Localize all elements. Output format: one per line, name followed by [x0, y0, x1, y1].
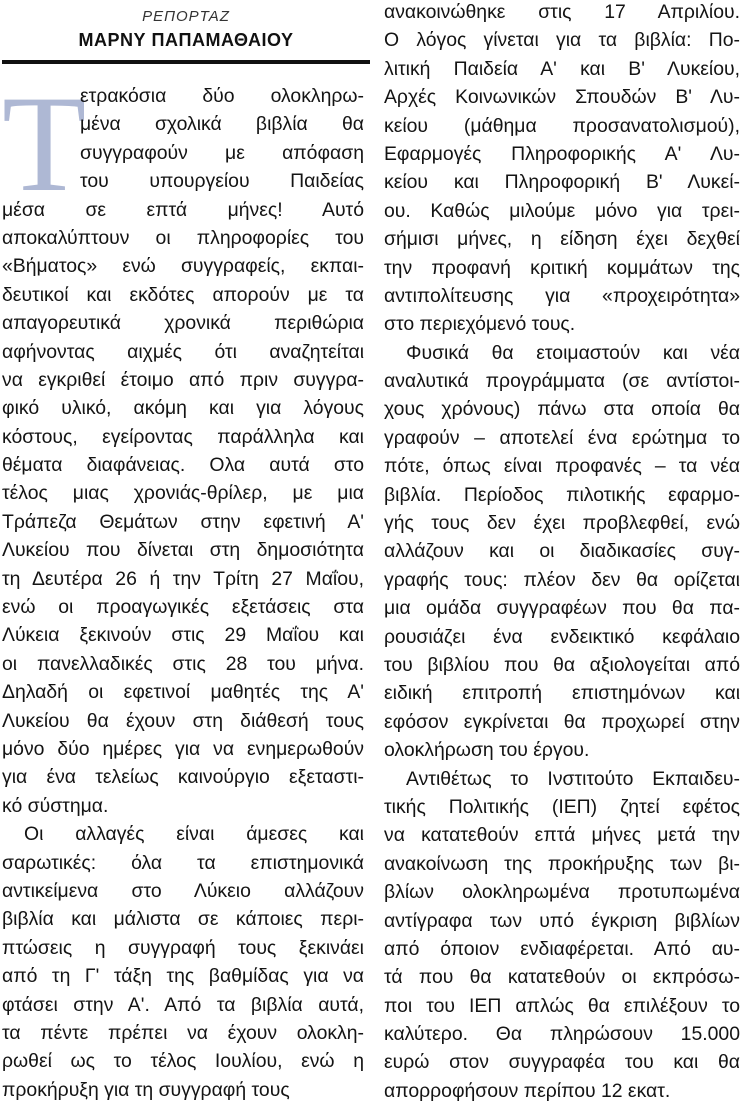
article-line: σήμισι μήνες, η είδηση έχει δεχθεί [384, 228, 740, 251]
article-line: του υπουργείου Παιδείας [80, 170, 364, 193]
article-line: τέλος μιας χρονιάς-θρίλερ, με μια [2, 482, 364, 505]
article-line: ανακοίνωση της προκήρυξης των βι- [384, 852, 740, 875]
article-line: πότε, όπως είναι προφανές – τα νέα [384, 455, 740, 478]
section-kicker: ΡΕΠΟΡΤΑΖ [142, 8, 230, 25]
article-line: ευρώ στον συγγραφέα του και θα [384, 1051, 740, 1074]
article-line: γραφούν – αποτελεί ένα ερώτημα το [384, 426, 740, 449]
right-column [384, 0, 744, 1102]
article-line: αντίγραφα των υπό έγκριση βιβλίων [384, 909, 740, 932]
article-line: Εφαρμογές Πληροφορικής Α' Λυ- [384, 142, 740, 165]
article-line: μένα σχολικά βιβλία θα [80, 113, 364, 136]
article-line: λιτική Παιδεία Α' και Β' Λυκείου, [384, 57, 740, 80]
article-line: «Βήματος» ενώ συγγραφείς, εκπαι- [2, 255, 364, 278]
article-line: βιβλία. Περίοδος πιλοτικής εφαρμο- [384, 483, 740, 506]
article-line: γής τους δεν έχει προβλεφθεί, ενώ [384, 512, 740, 535]
article-line: αφήνοντας αιχμές ότι αναζητείται [2, 340, 364, 363]
article-line: ου. Καθώς μιλούμε μόνο για τρει- [384, 199, 740, 222]
article-line: Αντιθέτως το Ινστιτούτο Εκπαιδευ- [406, 767, 740, 790]
article-line: ετρακόσια δύο ολοκληρω- [80, 85, 364, 107]
drop-cap: Τ [2, 67, 87, 220]
article-line: κείου (μάθημα προσανατολισμού), [384, 114, 740, 137]
article-line: ολοκλήρωση του έργου. [384, 739, 590, 762]
article-line: για ένα τελείως καινούργιο εξεταστι- [2, 766, 364, 789]
article-line: βιβλία και μάλιστα σε κάποιες περι- [2, 908, 364, 931]
article-line: του βιβλίου που θα αξιολογείται από [384, 653, 740, 676]
article-line: κείου και Πληροφορική Β' Λυκεί- [384, 171, 740, 194]
article-line: προκήρυξη για τη συγγραφή τους [2, 1078, 290, 1101]
article-line: πτώσεις η συγγραφή τους ξεκινάει [2, 936, 364, 959]
article-line: ρουσιάζει ένα ενδεικτικό κεφάλαιο [384, 625, 740, 648]
article-line: απορροφήσουν περίπου 12 εκατ. [384, 1079, 671, 1102]
article-line: δευτικοί και εκδότες απορούν με τα [2, 283, 364, 306]
article-line: στο περιεχόμενό τους. [384, 313, 576, 336]
article-line: φτάσει στην Α'. Από τα βιβλία αυτά, [2, 993, 364, 1016]
article-line: Τράπεζα Θεμάτων στην εφετινή Α' [2, 510, 364, 533]
article-line: αντικείμενα στο Λύκειο αλλάζουν [2, 879, 364, 902]
article-line: γραφής τους: πλέον δεν θα ορίζεται [384, 568, 740, 591]
article-line: την προφανή κριτική κομμάτων της [384, 256, 740, 279]
article-line: τη Δευτέρα 26 ή την Τρίτη 27 Μαΐου, [2, 567, 364, 590]
article-line: να κατατεθούν επτά μήνες μετά την [384, 824, 740, 847]
article-line: αναλυτικά προγράμματα (σε αντίστοι- [384, 370, 740, 393]
article-line: Αρχές Κοινωνικών Σπουδών Β' Λυ- [384, 86, 740, 109]
article-line: φικό υλικό, ακόμη και για λόγους [2, 397, 364, 420]
article-line: κό σύστημα. [2, 794, 109, 817]
article-line: Λυκείου που δίνεται στη δημοσιότητα [2, 539, 364, 562]
article-line: απαγορευτικά χρονικά περιθώρια [2, 312, 364, 335]
article-line: βλίων ολοκληρωμένα προτυπωμένα [384, 881, 740, 904]
article-line: ειδική επιτροπή επιστημόνων και [384, 682, 740, 705]
article-line: ανακοινώθηκε στις 17 Απριλίου. [384, 1, 740, 23]
article-line: ρωθεί ως το τέλος Ιουλίου, ενώ η [2, 1050, 364, 1073]
left-column [0, 0, 372, 1101]
article-line: Φυσικά θα ετοιμαστούν και νέα [406, 341, 740, 364]
article-line: να εγκριθεί έτοιμο από πριν συγγρα- [2, 368, 364, 391]
article-line: καλύτερο. Θα πληρώσουν 15.000 [384, 1023, 740, 1046]
byline: ΜΑΡΝΥ ΠΑΠΑΜΑΘΑΙΟΥ [78, 30, 294, 50]
article-line: Οι αλλαγές είναι άμεσες και [24, 823, 364, 846]
left-column-text [2, 67, 364, 1104]
article-header [0, 0, 372, 66]
article-line: αλλάζουν και οι διαδικασίες συγ- [384, 540, 740, 563]
article-line: χους χρόνους) πάνω στα οποία θα [384, 398, 740, 421]
article-line: τικής Πολιτικής (ΙΕΠ) ζητεί εφέτος [384, 795, 740, 818]
article-line: τα πέντε πρέπει να έχουν ολοκλη- [2, 1021, 364, 1044]
article-line: Λύκεια ξεκινούν στις 29 Μαΐου και [2, 624, 364, 647]
article-line: ποι του ΙΕΠ απλώς θα επιλέξουν το [384, 994, 740, 1017]
article-line: κόστους, εγείροντας παράλληλα και [2, 425, 364, 448]
article-line: μια ομάδα συγγραφέων που θα πα- [384, 597, 740, 620]
article-line: Λυκείου θα έχουν στη διάθεσή τους [2, 709, 364, 732]
article-line: ενώ οι προαγωγικές εξετάσεις στα [2, 596, 364, 619]
article-line: οι πανελλαδικές στις 28 του μήνα. [2, 652, 364, 675]
article-line: από όποιον ενδιαφέρεται. Από αυ- [384, 937, 740, 960]
article-line: μόνο δύο ημέρες για να ενημερωθούν [2, 737, 364, 760]
article-line: συγγραφούν με απόφαση [80, 141, 364, 164]
article-line: τά που θα κατατεθούν οι εκπρόσω- [384, 966, 740, 989]
article-line: θέματα διαφάνειας. Ολα αυτά στο [2, 454, 364, 477]
article-line: εφόσον εγκρίνεται θα προχωρεί στην [384, 710, 740, 733]
right-column-text [384, 0, 740, 1105]
article-line: αποκαλύπτουν οι πληροφορίες του [2, 226, 364, 249]
article-line: Ο λόγος γίνεται για τα βιβλία: Πο- [384, 29, 740, 52]
header-rule [2, 60, 370, 64]
article-line: σαρωτικές: όλα τα επιστημονικά [2, 851, 364, 874]
article-line: μέσα σε επτά μήνες! Αυτό [2, 198, 364, 221]
article-line: από τη Γ' τάξη της βαθμίδας για να [2, 965, 364, 988]
article-line: Δηλαδή οι εφετινοί μαθητές της Α' [2, 681, 364, 704]
article-line: αντιπολίτευσης για «προχειρότητα» [384, 284, 740, 307]
